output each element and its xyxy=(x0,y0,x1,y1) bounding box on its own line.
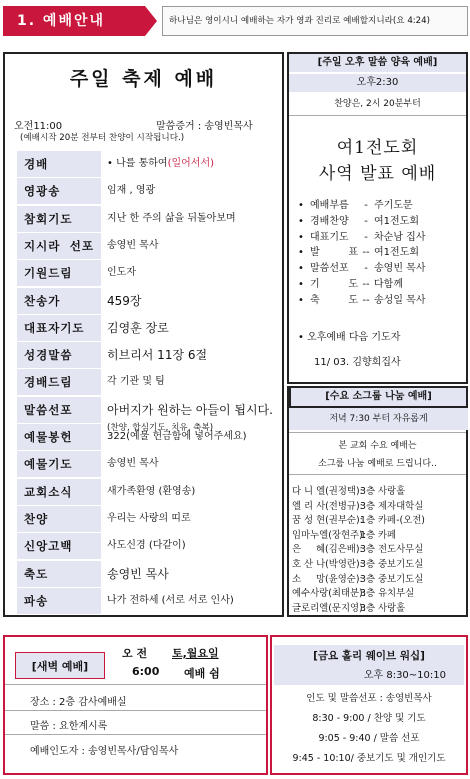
small-group-item xyxy=(292,541,423,555)
service-row-label: 교회소식 xyxy=(17,479,101,505)
program-item-value: 차순남 집사 xyxy=(374,231,426,243)
small-group-item xyxy=(292,585,414,599)
wednesday-title: [수요 소그룹 나눔 예배] xyxy=(289,386,468,408)
sermon-subnote: (찬양, 합심기도, 치유, 축복) xyxy=(107,422,214,433)
service-row xyxy=(17,260,279,286)
service-row-label: 찬양 xyxy=(17,506,101,532)
small-group-name: 엘 리 사(전병규): xyxy=(292,500,363,512)
service-row-value: 송영빈 목사 xyxy=(107,458,159,470)
small-group-item xyxy=(292,483,405,497)
small-group-item xyxy=(292,527,396,541)
bullet-icon: • xyxy=(298,215,304,227)
service-row-value: 새가족환영 (환영송) xyxy=(107,485,196,497)
program-item-label: 기 도 xyxy=(310,279,358,290)
small-group-name: 예수사랑(최태분): xyxy=(292,588,366,600)
page-title: 주일 축제 예배 xyxy=(69,68,218,90)
service-row-value-text: • 나를 통하여 xyxy=(107,158,168,169)
wednesday-note-1: 본 교회 수요 예배는 xyxy=(338,441,417,451)
bullet-icon: • xyxy=(298,279,304,290)
service-row-label: 신앙고백 xyxy=(17,533,101,559)
small-group-name: 소 망(윤영순): xyxy=(292,573,363,585)
service-row-label: 찬송가 xyxy=(17,288,101,314)
service-row-label: 영광송 xyxy=(17,178,101,204)
service-row-label: 축도 xyxy=(17,561,101,587)
wednesday-time: 저녁 7:30 부터 자유롭게 xyxy=(289,408,468,430)
service-row xyxy=(17,288,279,314)
service-row-value: 각 기관 및 팀 xyxy=(107,376,165,388)
afternoon-headline-1: 여1전도회 xyxy=(336,138,419,158)
service-row-value: 우리는 사랑의 띠로 xyxy=(107,512,191,524)
service-row-label: 예물기도 xyxy=(17,451,101,477)
small-group-name: 꿈 성 현(권부순): xyxy=(292,515,363,527)
afternoon-title: [주일 오후 말씀 양육 예배] xyxy=(289,54,466,72)
program-item-sep: -- xyxy=(362,294,370,306)
dawn-word: 말씀 : 요한계시록 xyxy=(30,721,108,732)
program-item-sep: - xyxy=(364,231,368,243)
service-row-value: 김영훈 장로 xyxy=(107,320,169,335)
section-badge: 1. 예배안내 xyxy=(3,6,145,36)
service-row-label: 경배 xyxy=(17,151,101,177)
small-group-item xyxy=(292,556,423,570)
program-item-value: 여1전도회 xyxy=(374,215,420,227)
service-row-value: 아버지가 원하는 아들이 됩시다. xyxy=(107,402,273,417)
bullet-icon: • xyxy=(298,294,304,306)
small-group-name: 글로리엘(문지영): xyxy=(292,602,366,614)
small-group-place: 1층 카페 xyxy=(360,529,397,541)
program-item-label: 예배부름 xyxy=(310,200,349,211)
service-row-label: 기원드림 xyxy=(17,260,101,286)
service-time: 오전11:00 xyxy=(14,121,63,132)
divider xyxy=(289,432,466,433)
program-item xyxy=(298,259,425,274)
service-row xyxy=(17,561,279,587)
divider xyxy=(5,684,266,685)
small-group-place: 3층 유치부실 xyxy=(360,588,415,600)
divider xyxy=(5,734,266,735)
small-group-place: 1층 카페-(오전) xyxy=(360,515,425,527)
program-item xyxy=(298,228,425,243)
program-item-sep: -- xyxy=(362,247,370,259)
service-row xyxy=(17,178,279,204)
service-row-value: 송영빈 목사 xyxy=(107,239,159,251)
small-group-place: 3층 사랑홀 xyxy=(360,486,406,497)
small-group-place: 3층 제자대학실 xyxy=(360,500,424,512)
program-item-value: 여1전도회 xyxy=(374,247,420,259)
service-row-label: 지시라 선포 xyxy=(17,233,101,259)
small-group-name: 다 니 엘(권정택): xyxy=(292,486,363,497)
next-leader-label: • 오후예배 다음 기도자 xyxy=(298,332,401,343)
service-row-value xyxy=(107,151,214,177)
service-row xyxy=(17,151,279,177)
service-row-value-highlight: (일어서서) xyxy=(167,158,215,169)
small-group-place: 3층 중보기도실 xyxy=(360,559,424,570)
service-row-label: 말씀선포 xyxy=(17,397,101,423)
afternoon-time: 오후2:30 xyxy=(289,74,466,92)
dawn-time-label: 오 전 xyxy=(122,647,148,660)
friday-schedule-2: 9:05 - 9:40 / 말씀 선포 xyxy=(318,733,420,744)
service-row xyxy=(17,397,279,423)
service-row-label: 대표자기도 xyxy=(17,315,101,341)
service-row-value: 사도신경 (다같이) xyxy=(107,540,186,552)
service-row xyxy=(17,588,279,614)
small-group-item xyxy=(292,600,405,614)
service-row xyxy=(17,342,279,368)
bullet-icon: • xyxy=(298,263,304,275)
service-row xyxy=(17,369,279,395)
program-item-label: 대표기도 xyxy=(310,231,349,243)
friday-schedule-3: 9:45 - 10:10/ 중보기도 및 개인기도 xyxy=(292,753,446,764)
service-row-value: 임재 , 영광 xyxy=(107,185,156,197)
program-item-label: 말씀선포 xyxy=(310,263,349,275)
bullet-icon: • xyxy=(298,200,304,211)
program-item-sep: - xyxy=(364,200,368,211)
next-leader: 11/ 03. 김향희집사 xyxy=(314,357,401,368)
program-item-value: 다함께 xyxy=(374,279,403,290)
small-group-item xyxy=(292,512,425,526)
service-row-value: 459장 xyxy=(107,293,142,308)
friday-leader: 인도 및 말씀선포 : 송영빈목사 xyxy=(306,693,432,704)
small-group-name: 임마누엘(장현주): xyxy=(292,529,366,541)
program-item-value: 주기도문 xyxy=(374,200,413,211)
service-row xyxy=(17,206,279,232)
program-item-value: 송성일 목사 xyxy=(374,294,426,306)
friday-time: 오후 8:30~10:10 xyxy=(274,667,464,685)
bullet-icon: • xyxy=(298,231,304,243)
badge-arrow xyxy=(145,6,157,36)
service-row xyxy=(17,315,279,341)
program-item xyxy=(298,243,419,258)
dawn-rest: 예배 쉼 xyxy=(184,667,220,680)
service-row-label: 예물봉헌 xyxy=(17,424,101,450)
afternoon-headline-2: 사역 발표 예배 xyxy=(318,164,437,184)
friday-title: [금요 홀리 웨이브 워십] xyxy=(274,645,464,667)
small-group-place: 3층 전도사무실 xyxy=(360,544,424,556)
header-verse: 하나님은 영이시니 예배하는 자가 영과 진리로 예배할지니라(요 4:24) xyxy=(162,6,468,36)
service-row-value: 나가 전하세 (서로 서로 인사) xyxy=(107,594,234,606)
service-row-value: 송영빈 목사 xyxy=(107,566,169,581)
small-group-name: 은 혜(김은배): xyxy=(292,544,363,556)
service-row xyxy=(17,233,279,259)
dawn-place: 장소 : 2층 감사예배실 xyxy=(30,697,127,708)
program-item-sep: - xyxy=(364,263,368,275)
program-item-label: 경배찬양 xyxy=(310,215,349,227)
service-row-label: 참회기도 xyxy=(17,206,101,232)
small-group-item xyxy=(292,571,423,585)
friday-schedule-1: 8:30 - 9:00 / 찬양 및 기도 xyxy=(312,713,426,724)
service-row-value: 322(예물 헌금함에 넣어주세요) xyxy=(107,431,247,442)
divider xyxy=(5,710,266,711)
dawn-leader: 예배인도자 : 송영빈목사/담임목사 xyxy=(30,746,179,757)
service-row-label: 경배드림 xyxy=(17,369,101,395)
service-row xyxy=(17,451,279,477)
service-row xyxy=(17,506,279,532)
service-row-value: 지난 한 주의 삶을 뒤돌아보며 xyxy=(107,212,236,224)
divider xyxy=(289,474,466,475)
small-group-name: 호 산 나(박영란): xyxy=(292,559,363,570)
dawn-time: 6:00 xyxy=(132,665,160,678)
service-row-value: 히브리서 11장 6절 xyxy=(107,348,208,363)
small-group-item xyxy=(292,498,423,512)
dawn-days: 토,월요일 xyxy=(172,647,219,660)
program-item xyxy=(298,196,413,211)
program-item-sep: - xyxy=(364,215,368,227)
program-item xyxy=(298,212,419,227)
program-item-sep: -- xyxy=(362,279,370,290)
wednesday-note-2: 소그룹 나눔 예배로 드립니다.. xyxy=(318,459,437,469)
afternoon-praise: 찬양은, 2시 20분부터 xyxy=(289,93,466,116)
service-row-value: 인도자 xyxy=(107,267,136,279)
bullet-icon: • xyxy=(298,247,304,259)
service-row xyxy=(17,479,279,505)
program-item xyxy=(298,291,425,306)
service-preacher: 말씀증거 : 송영빈목사 xyxy=(156,121,253,132)
small-group-place: 3층 중보기도실 xyxy=(360,573,424,585)
program-item xyxy=(298,275,403,290)
service-row-label: 성경말씀 xyxy=(17,342,101,368)
program-item-label: 발 표 xyxy=(310,247,358,259)
program-item-value: 송영빈 목사 xyxy=(374,263,426,275)
dawn-title: [새벽 예배] xyxy=(15,652,105,679)
service-note: (예배시작 20분 전부터 찬양이 시작됩니다.) xyxy=(20,133,185,143)
service-row xyxy=(17,533,279,559)
program-item-label: 축 도 xyxy=(310,294,358,306)
service-row-label: 파송 xyxy=(17,588,101,614)
small-group-place: 3층 사랑홀 xyxy=(360,602,406,614)
